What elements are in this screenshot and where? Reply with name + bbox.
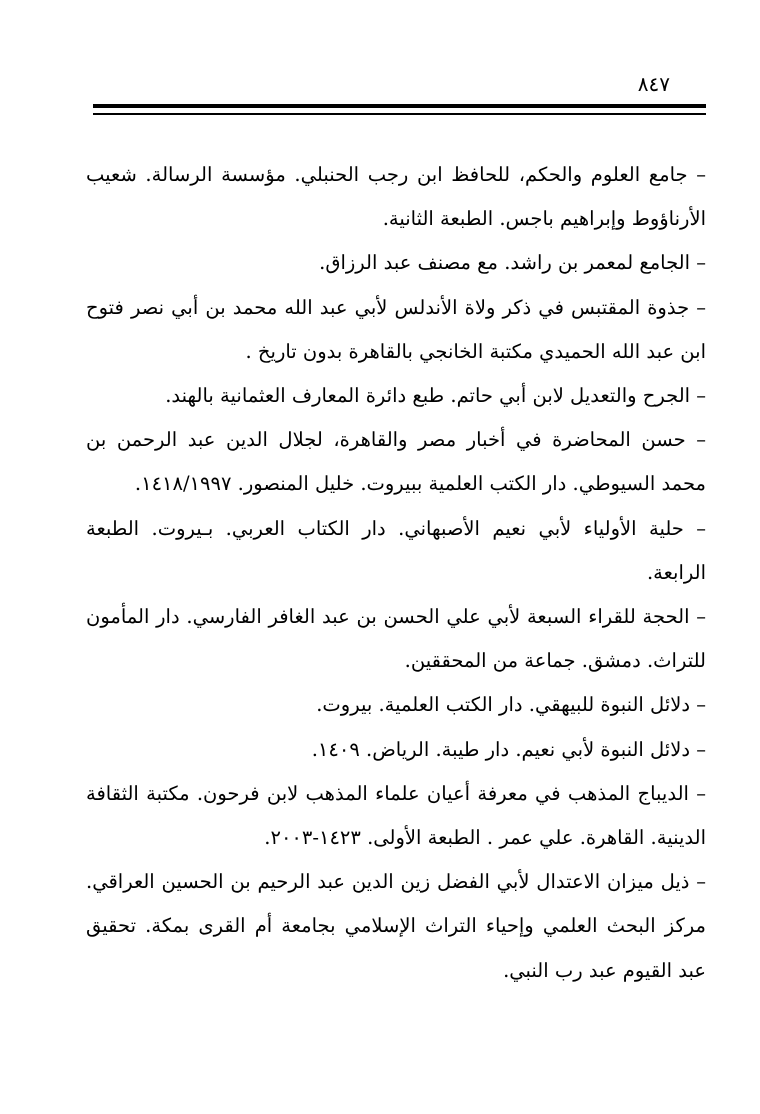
bibliography-entry: – الحجة للقراء السبعة لأبي علي الحسن بن عبد الغافر الفارسي. دار المأمون للتراث. دمشق. جماعة من المحققين.: [86, 605, 706, 673]
bibliography-entry: – دلائل النبوة لأبي نعيم. دار طيبة. الرياض. ١٤٠٩.: [311, 737, 706, 761]
bibliography-list: [86, 153, 706, 993]
bibliography-entry: – جذوة المقتبس في ذكر ولاة الأندلس لأبي عبد الله محمد بن أبي نصر فتوح ابن عبد الله الحميدي مكتبة الخانجي بالقاهرة بدون تاريخ .: [86, 295, 706, 363]
bibliography-entry: – حسن المحاضرة في أخبار مصر والقاهرة، لجلال الدين عبد الرحمن بن محمد السيوطي. دار الكتب العلمية ببيروت. خليل المنصور. ١٤١٨/١٩٩٧.: [86, 428, 706, 496]
header-rule-thick: [93, 104, 706, 108]
bibliography-entry: – ذيل ميزان الاعتدال لأبي الفضل زين الدين عبد الرحيم بن الحسين العراقي. مركز البحث العلمي وإحياء التراث الإسلامي بجامعة أم القرى بمكة. تحقيق عبد القيوم عبد رب النبي.: [86, 870, 706, 982]
page-number: ٨٤٧: [637, 72, 670, 96]
bibliography-entry: – الديباج المذهب في معرفة أعيان علماء المذهب لابن فرحون. مكتبة الثقافة الدينية. القاهرة. علي عمر . الطبعة الأولى. ١٤٢٣-٢٠٠٣.: [86, 781, 706, 850]
bibliography-entry: – الجامع لمعمر بن راشد. مع مصنف عبد الرزاق.: [319, 251, 706, 275]
bibliography-entry: – الجرح والتعديل لابن أبي حاتم. طبع دائرة المعارف العثمانية بالهند.: [165, 384, 706, 408]
bibliography-entry: – حلية الأولياء لأبي نعيم الأصبهاني. دار الكتاب العربي. بـيروت. الطبعة الرابعة.: [86, 516, 706, 584]
header-rule-thin: [93, 113, 706, 115]
bibliography-entry: – دلائل النبوة للبيهقي. دار الكتب العلمية. بيروت.: [316, 693, 706, 717]
bibliography-entry: – جامع العلوم والحكم، للحافظ ابن رجب الحنبلي. مؤسسة الرسالة. شعيب الأرناؤوط وإبراهيم باجس. الطبعة الثانية.: [86, 163, 706, 231]
